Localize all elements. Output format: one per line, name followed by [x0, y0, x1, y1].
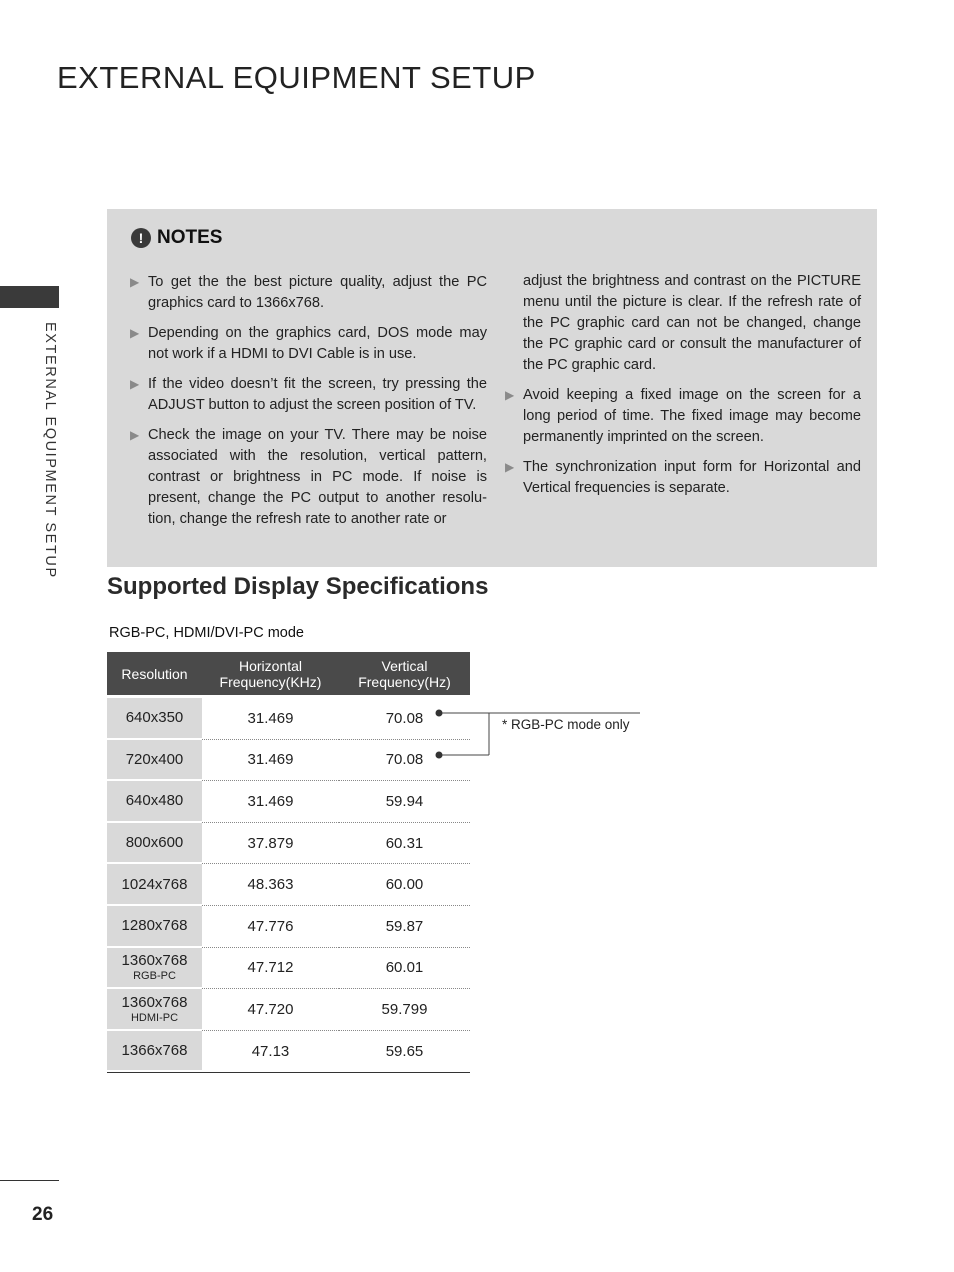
- table-row: [107, 698, 470, 740]
- resolution-cell: [107, 948, 202, 990]
- vertical-frequency-cell: 70.08: [339, 740, 470, 782]
- table-row: [107, 1031, 470, 1073]
- note-text: Check the image on your TV. There may be noise associated with the resolution, vertical pattern, contrast or brightness in PC mode. If noise is present, change the PC output to another resolu-tion, change the refresh rate to another rate or: [148, 427, 487, 527]
- table-row: [107, 864, 470, 906]
- table-row: [107, 906, 470, 948]
- resolution-value: 640x480: [125, 792, 184, 810]
- note-item: [129, 374, 487, 416]
- note-text: If the video doesn’t fit the screen, try pressing the ADJUST button to adjust the screen position of TV.: [148, 376, 487, 413]
- warning-icon: !: [131, 228, 151, 248]
- side-section-label: EXTERNAL EQUIPMENT SETUP: [42, 322, 58, 579]
- resolution-mode: HDMI-PC: [130, 1011, 179, 1024]
- bullet-arrow-icon: ▶: [130, 428, 140, 442]
- note-item: [129, 323, 487, 365]
- page-title: EXTERNAL EQUIPMENT SETUP: [57, 60, 536, 95]
- resolution-value: 800x600: [125, 834, 184, 852]
- notes-header: [131, 227, 222, 249]
- vertical-frequency-cell: 59.87: [339, 906, 470, 948]
- bullet-arrow-icon: ▶: [505, 460, 515, 474]
- bullet-arrow-icon: ▶: [130, 275, 140, 289]
- horizontal-frequency-cell: 31.469: [202, 698, 339, 740]
- resolution-value: 1024x768: [121, 875, 188, 893]
- header-horizontal-line1: Horizontal: [238, 657, 303, 674]
- notes-box: [107, 209, 877, 567]
- horizontal-frequency-cell: 47.13: [251, 1043, 290, 1061]
- resolution-mode: RGB-PC: [133, 970, 176, 983]
- display-spec-table: [107, 652, 470, 1073]
- resolution-value: 1366x768: [121, 1042, 188, 1060]
- table-row: [107, 781, 470, 823]
- bullet-arrow-icon: ▶: [130, 377, 140, 391]
- resolution-cell: [107, 989, 202, 1031]
- horizontal-frequency-cell: 37.879: [202, 823, 339, 865]
- note-text: adjust the brightness and contrast on the PICTURE menu until the picture is clear. If the refresh rate of the PC graphic card can not be changed, change the PC graphic card or consult the manufacturer of the PC graphic card.: [523, 273, 861, 373]
- horizontal-frequency-cell: 47.720: [202, 989, 339, 1031]
- header-vertical-line1: Vertical: [381, 657, 428, 674]
- vertical-frequency-cell: 60.00: [339, 864, 470, 906]
- table-body: [107, 698, 470, 1073]
- section-title: Supported Display Specifications: [107, 573, 489, 600]
- header-resolution: Resolution: [121, 665, 188, 682]
- resolution-cell: [107, 740, 202, 782]
- note-item: [504, 385, 861, 448]
- table-row: [107, 948, 470, 990]
- resolution-value: 1280x768: [121, 917, 188, 935]
- header-vertical: [339, 658, 470, 690]
- table-row: [107, 989, 470, 1031]
- note-text: Depending on the graphics card, DOS mode may not work if a HDMI to DVI Cable is in use.: [148, 325, 487, 362]
- resolution-value: 1360x768: [121, 952, 188, 970]
- note-item: [504, 457, 861, 499]
- horizontal-frequency-cell: 47.712: [202, 948, 339, 990]
- note-text: Avoid keeping a fixed image on the screen for a long period of time. The fixed image may become permanently imprinted on the screen.: [523, 387, 861, 445]
- resolution-value: 720x400: [125, 750, 184, 768]
- footer-rule: [0, 1180, 59, 1181]
- horizontal-frequency-cell: 31.469: [202, 781, 339, 823]
- bullet-arrow-icon: ▶: [130, 326, 140, 340]
- vertical-frequency-cell: 60.31: [339, 823, 470, 865]
- page-number: 26: [32, 1204, 54, 1225]
- resolution-cell: [107, 864, 202, 906]
- horizontal-frequency-cell: 47.776: [202, 906, 339, 948]
- table-header: [107, 652, 470, 695]
- notes-right-column: [504, 271, 861, 508]
- note-text: To get the the best picture quality, adjust the PC graphics card to 1366x768.: [148, 274, 487, 311]
- note-item: [129, 272, 487, 314]
- note-item: [129, 425, 487, 530]
- note-continuation: [504, 271, 861, 376]
- header-horizontal-line2: Frequency(KHz): [219, 673, 322, 690]
- bullet-arrow-icon: ▶: [505, 388, 515, 402]
- vertical-frequency-cell: 59.799: [339, 989, 470, 1031]
- table-row: [107, 823, 470, 865]
- notes-left-column: [129, 272, 487, 539]
- notes-title: NOTES: [157, 227, 223, 248]
- mode-label: RGB-PC, HDMI/DVI-PC mode: [109, 625, 304, 641]
- header-vertical-line2: Frequency(Hz): [358, 673, 451, 690]
- vertical-frequency-cell: 59.65: [385, 1043, 424, 1061]
- resolution-cell: [107, 781, 202, 823]
- resolution-value: 1360x768: [121, 993, 188, 1011]
- horizontal-frequency-cell: 48.363: [202, 864, 339, 906]
- header-horizontal: [202, 658, 339, 690]
- resolution-cell: [107, 1031, 202, 1073]
- table-row: [107, 740, 470, 782]
- resolution-cell: [107, 823, 202, 865]
- resolution-cell: [107, 906, 202, 948]
- note-text: The synchronization input form for Horizontal and Vertical frequencies is separate.: [523, 459, 861, 496]
- vertical-frequency-cell: 70.08: [339, 698, 470, 740]
- vertical-frequency-cell: 60.01: [339, 948, 470, 990]
- horizontal-frequency-cell: 31.469: [202, 740, 339, 782]
- vertical-frequency-cell: 59.94: [339, 781, 470, 823]
- callout-note: * RGB-PC mode only: [502, 717, 630, 732]
- side-tab-marker: [0, 286, 59, 308]
- resolution-value: 640x350: [125, 709, 184, 727]
- resolution-cell: [107, 698, 202, 740]
